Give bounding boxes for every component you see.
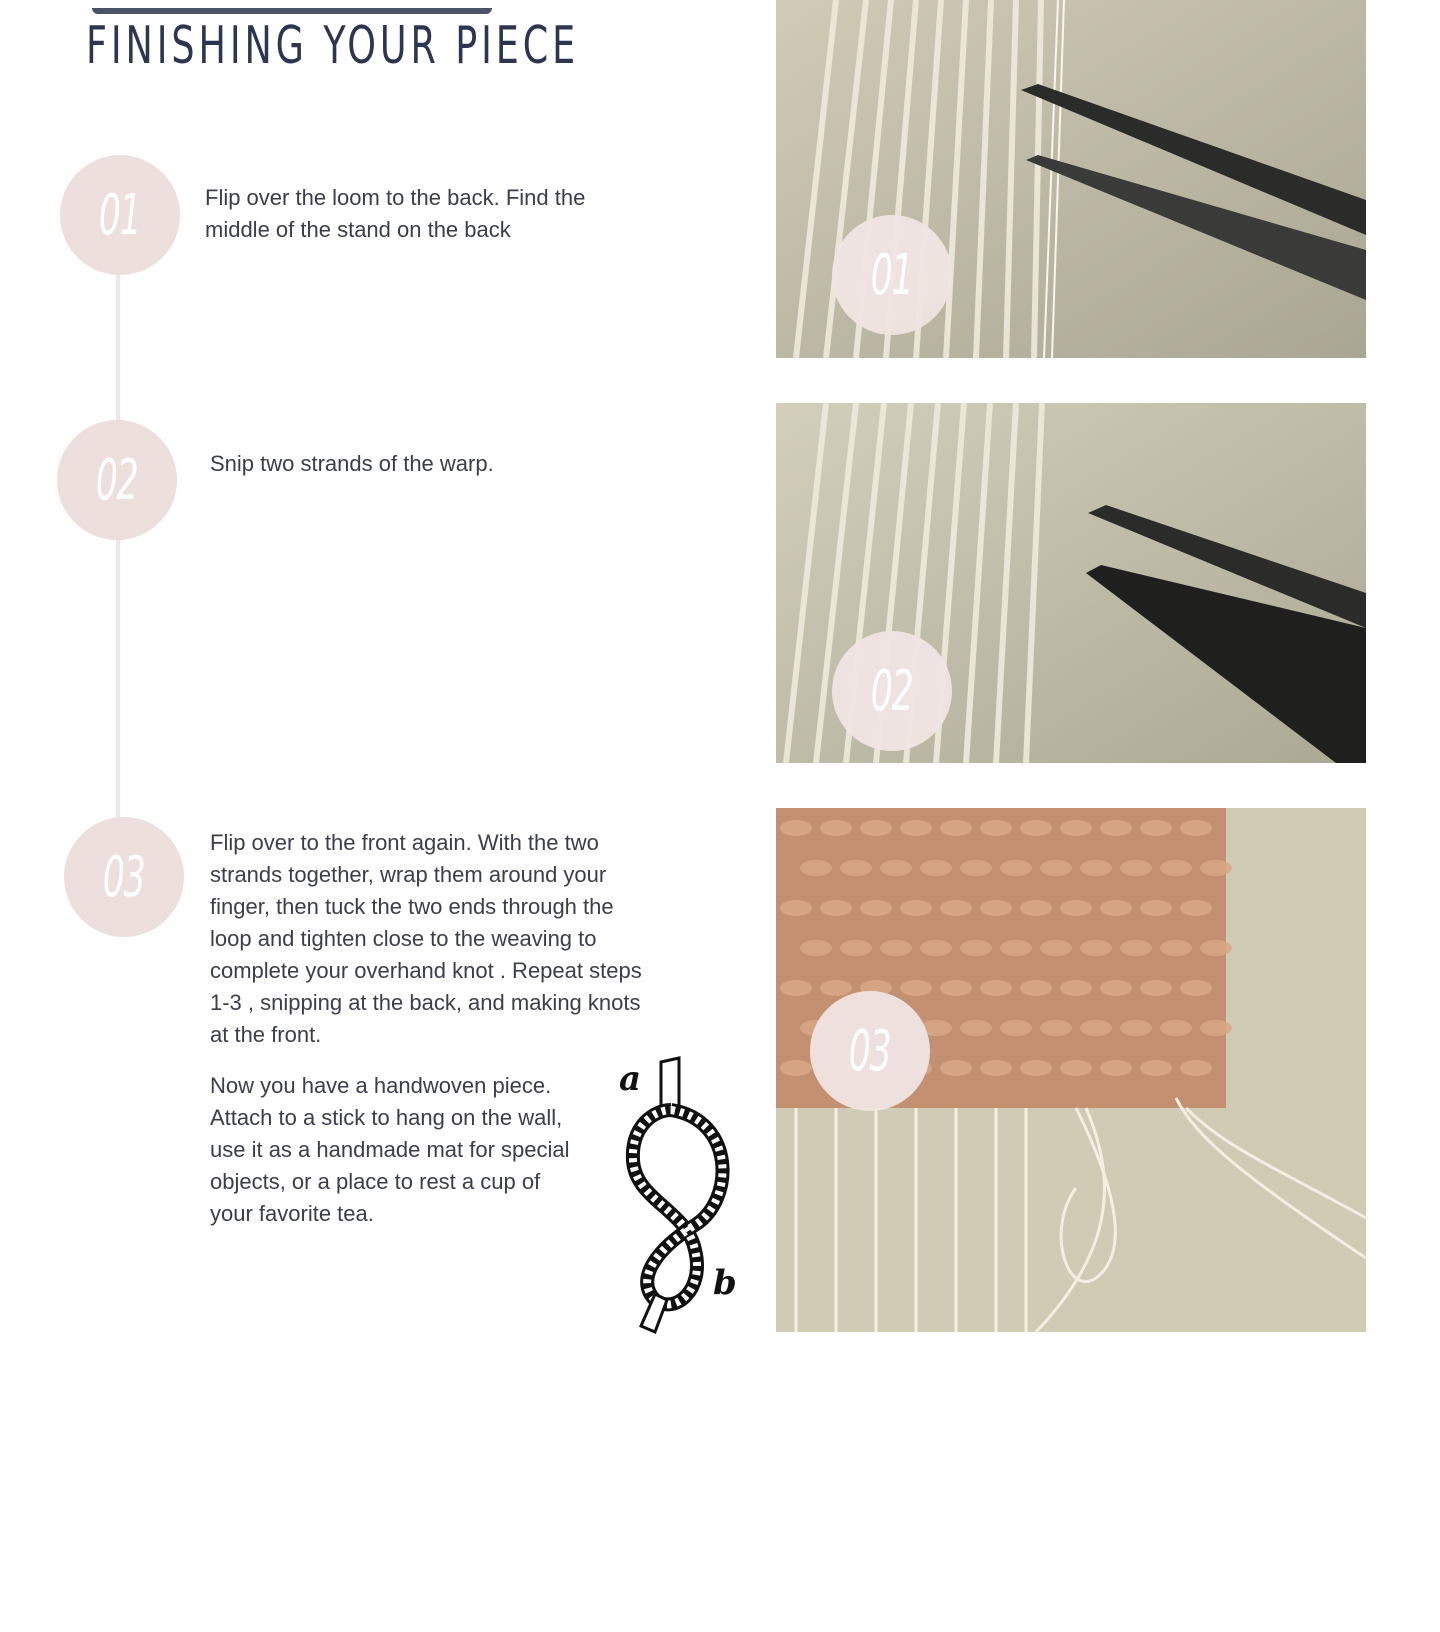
- photo-badge-01: [832, 215, 952, 335]
- closing-text: Now you have a handwoven piece. Attach to a stick to hang on the wall, use it as a handmade mat for special objects, or a place to rest a cup of your favorite tea.: [210, 1073, 570, 1226]
- photo-badge-number: 02: [871, 658, 913, 724]
- step-2-text: Snip two strands of the warp.: [210, 451, 494, 476]
- page-title: FINISHING YOUR PIECE: [86, 16, 580, 76]
- step-number: 01: [99, 182, 141, 248]
- photo-badge-03: [810, 991, 930, 1111]
- photo-step-02: [776, 403, 1366, 763]
- photo-step-01: [776, 0, 1366, 358]
- knot-label-a: a: [619, 1059, 642, 1099]
- knot-icon: [615, 1050, 745, 1340]
- knot-label-b: b: [713, 1263, 737, 1303]
- photo-step-03: [776, 808, 1366, 1332]
- step-number: 03: [103, 844, 145, 910]
- step-3-text: Flip over to the front again. With the two strands together, wrap them around your finger, then tuck the two ends through the loop and tighten close to the weaving to complete your overhand knot . Repeat steps 1-3 , snipping at the back, and making knots at the front.: [210, 830, 642, 1047]
- overhand-knot-diagram: [615, 1050, 745, 1340]
- step-badge-02: [57, 420, 177, 540]
- step-badge-01: [60, 155, 180, 275]
- step-badge-03: [64, 817, 184, 937]
- photo-badge-number: 03: [849, 1018, 891, 1084]
- photo-badge-02: [832, 631, 952, 751]
- step-1-text: Flip over the loom to the back. Find the middle of the stand on the back: [205, 185, 586, 242]
- step-number: 02: [96, 447, 138, 513]
- photo-badge-number: 01: [871, 242, 913, 308]
- clipped-heading-fragment: [92, 0, 492, 14]
